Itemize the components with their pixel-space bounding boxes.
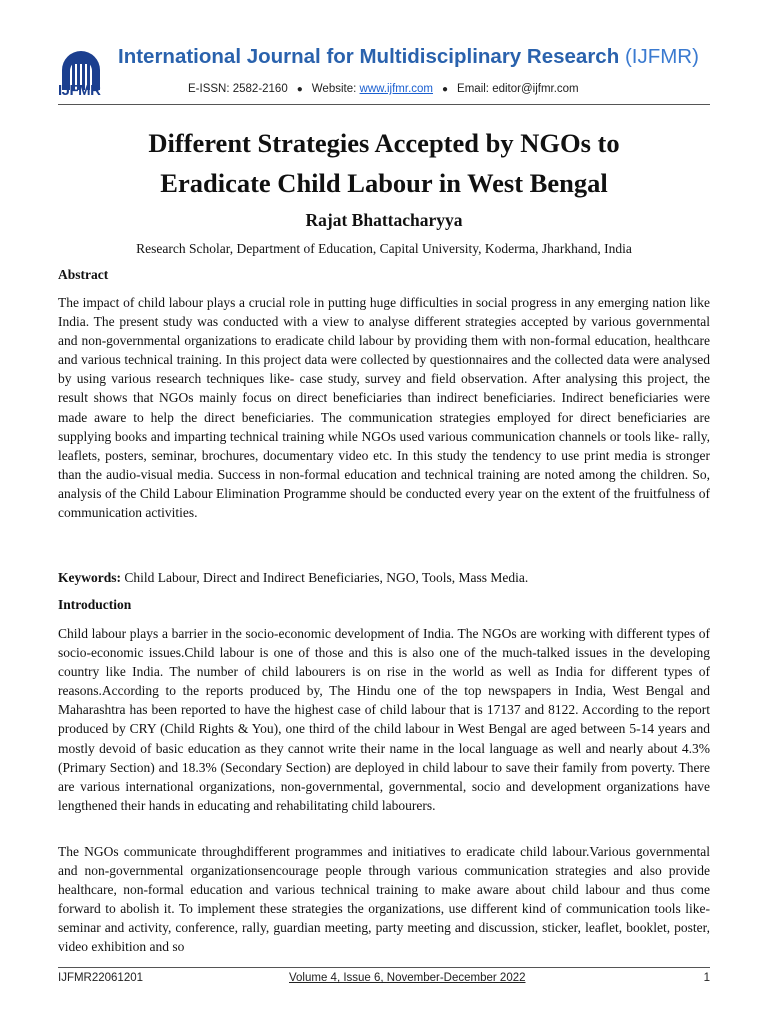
journal-name: International Journal for Multidisciplinary Research bbox=[118, 45, 620, 68]
paper-id: IJFMR22061201 bbox=[58, 972, 144, 984]
email: Email: editor@ijfmr.com bbox=[457, 83, 579, 95]
volume-issue-link[interactable]: Volume 4, Issue 6, November-December 2022 bbox=[289, 972, 526, 984]
eissn: E-ISSN: 2582-2160 bbox=[188, 83, 288, 95]
footer-divider bbox=[58, 967, 710, 968]
introduction-heading: Introduction bbox=[58, 597, 132, 612]
author-name: Rajat Bhattacharyya bbox=[305, 210, 463, 230]
introduction-paragraph-1: Child labour plays a barrier in the socio-economic development of India. The NGOs are working with different types of socio-economic issues.Child labour is one of those and this is also one of the much-talked issues in the developing country like India. The number of child labourers is on rise in the world as well as India for different types of reasons.According to the reports produced by, The Hindu one of the top newspapers in India, West Bengal and Maharashtra has been reported to have the highest case of child labour that is 17137 and 8122. According to the report produced by CRY (Child Rights & You), one third of the child labour in West Bengal are aged between 5-14 years and mostly devoid of basic education as they cannot write their name in the local language as well and nearly about 4.3% (Primary Section) and 18.3% (Secondary Section) are deployed in child labour to save their family from poverty. There are various international organizations, non-governmental, governmental, socio and development organizations have lengthened their hands in educating and rehabilitating child labourers. bbox=[58, 626, 710, 813]
website-label: Website: bbox=[311, 83, 360, 95]
separator-dot: ● bbox=[442, 84, 449, 95]
page-number: 1 bbox=[703, 972, 710, 984]
keywords-text: Child Labour, Direct and Indirect Beneficiaries, NGO, Tools, Mass Media. bbox=[121, 570, 529, 585]
introduction-paragraph-2: The NGOs communicate throughdifferent programmes and initiatives to eradicate child labour.Various governmental and non-governmental organizationsencourage people through various communication strategies and also provide healthcare, non-formal education and various technical training to make aware about child labour and thus come forward to abolish it. To implement these strategies the organizations, use different kind of communication tools like- seminar and activity, conference, rally, guardian meeting, party meeting and discussion, sticker, leaflet, booklet, poster, video exhibition and so bbox=[58, 844, 710, 955]
separator-dot: ● bbox=[296, 84, 303, 95]
abstract-text: The impact of child labour plays a crucial role in putting huge difficulties in social progress in any emerging nation like India. The present study was conducted with a view to analyse different strategies accepted by various governmental and non-governmental organizations to eradicate child labour by providing them with non-formal education, healthcare and various technical training. In this project data were collected by questionnaires and the collected data were analysed by using various research techniques like- case study, survey and field observation. After analysing this project, the result shows that NGOs mainly focus on direct beneficiaries than indirect beneficiaries. Indirect beneficiaries were made aware to help the direct beneficiaries. The communication strategies employed for direct beneficiaries are supplying books and imparting technical training while NGOs used various communication channels or tools like- rally, leaflets, posters, seminar, brochures, documentary video etc. In this study the tendency to use print media is stronger than the audio-visual media. Success in non-formal education and technical training are noted among the children. So, analysis of the Child Labour Elimination Programme should be conducted every year on the extent of the fruitfulness of communication activities. bbox=[58, 295, 710, 521]
keywords-label: Keywords: bbox=[58, 570, 121, 585]
header-divider bbox=[58, 104, 710, 105]
website-link[interactable]: www.ijfmr.com bbox=[359, 83, 433, 95]
journal-title bbox=[118, 45, 699, 69]
author-affiliation: Research Scholar, Department of Education, Capital University, Koderma, Jharkhand, India bbox=[136, 241, 632, 256]
journal-abbr: (IJFMR) bbox=[624, 45, 699, 68]
abstract-heading: Abstract bbox=[58, 267, 109, 282]
title-line-1: Different Strategies Accepted by NGOs to bbox=[148, 128, 620, 158]
journal-meta-line bbox=[188, 83, 579, 95]
article-title bbox=[58, 123, 710, 203]
title-line-2: Eradicate Child Labour in West Bengal bbox=[160, 168, 608, 198]
keywords bbox=[58, 570, 710, 586]
logo-text: IJFMR bbox=[58, 82, 101, 99]
